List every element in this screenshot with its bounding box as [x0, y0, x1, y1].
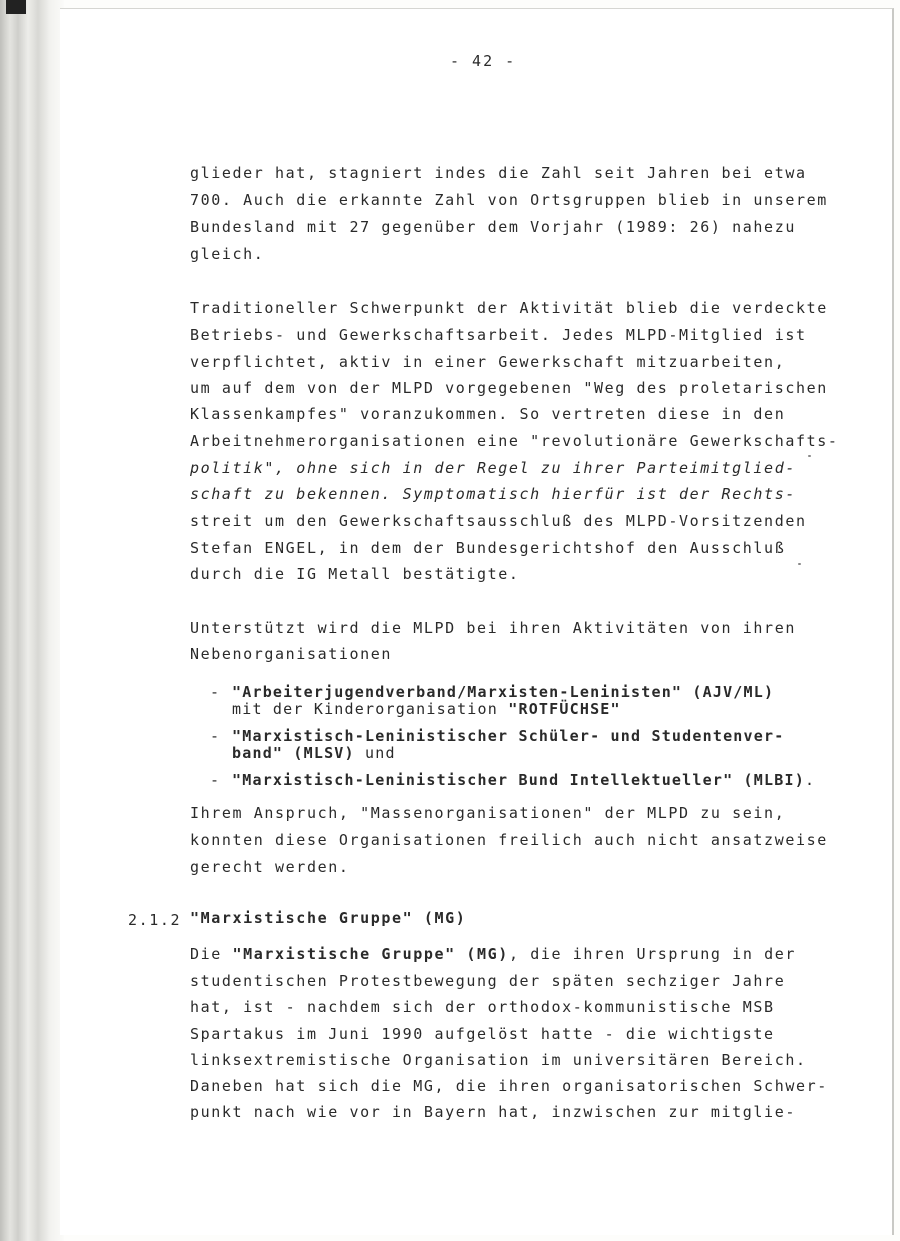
paragraph-line: politik", ohne sich in der Regel zu ihrer Parteimitglied- — [190, 459, 796, 477]
paragraph-line: hat, ist - nachdem sich der orthodox-kommunistische MSB — [190, 998, 775, 1016]
book-binding-edge — [0, 0, 64, 1241]
paragraph-line: Nebenorganisationen — [190, 645, 392, 663]
bullet-item-ajv-line2 — [232, 700, 621, 718]
paragraph-line: Daneben hat sich die MG, die ihren organisatorischen Schwer- — [190, 1077, 828, 1095]
paragraph-line: gleich. — [190, 245, 265, 263]
paragraph-line: Spartakus im Juni 1990 aufgelöst hatte - die wichtigste — [190, 1025, 775, 1043]
paragraph-line: gerecht werden. — [190, 858, 350, 876]
paragraph-line: Klassenkampfes" voranzukommen. So vertreten diese in den — [190, 405, 786, 423]
paragraph-line: verpflichtet, aktiv in einer Gewerkschaft mitzuarbeiten, — [190, 353, 786, 371]
paragraph-text: , die ihren Ursprung in der — [508, 945, 796, 963]
paragraph-line: durch die IG Metall bestätigte. — [190, 565, 520, 583]
paragraph-line: studentischen Protestbewegung der späten sechziger Jahre — [190, 972, 786, 990]
binding-mark — [6, 0, 26, 14]
paragraph-line: glieder hat, stagniert indes die Zahl seit Jahren bei etwa — [190, 164, 807, 182]
bullet-text: und — [354, 744, 396, 762]
bullet-item-ajv: "Arbeiterjugendverband/Marxisten-Leninisten" (AJV/ML) — [232, 683, 775, 701]
paragraph-line: schaft zu bekennen. Symptomatisch hierfür ist der Rechts- — [190, 485, 796, 503]
bullet-dash: - — [210, 727, 220, 745]
bullet-item-mlsv-line2 — [232, 744, 396, 762]
paragraph-text: Die — [190, 945, 233, 963]
bullet-text-bold: band" (MLSV) — [232, 744, 355, 762]
page-number: - 42 - — [450, 52, 517, 70]
paragraph-line: streit um den Gewerkschaftsausschluß des MLPD-Vorsitzenden — [190, 512, 807, 530]
paragraph-line: Bundesland mit 27 gegenüber dem Vorjahr (1989: 26) nahezu — [190, 218, 796, 236]
bullet-text: mit der Kinderorganisation — [232, 700, 509, 718]
paragraph-line: Ihrem Anspruch, "Massenorganisationen" der MLPD zu sein, — [190, 804, 786, 822]
bullet-dash: - — [210, 683, 220, 701]
paragraph-line: Betriebs- und Gewerkschaftsarbeit. Jedes MLPD-Mitglied ist — [190, 326, 807, 344]
bullet-item-mlbi — [232, 771, 815, 789]
bullet-text-bold: "ROTFÜCHSE" — [508, 700, 621, 718]
paragraph-text-bold: "Marxistische Gruppe" (MG) — [232, 945, 509, 963]
paragraph-line: Traditioneller Schwerpunkt der Aktivität blieb die verdeckte — [190, 299, 828, 317]
paragraph-line: um auf dem von der MLPD vorgegebenen "Weg des proletarischen — [190, 379, 828, 397]
paragraph-line: Stefan ENGEL, in dem der Bundesgerichtshof den Ausschluß — [190, 539, 786, 557]
paragraph-line: 700. Auch die erkannte Zahl von Ortsgruppen blieb in unserem — [190, 191, 828, 209]
paragraph-line: konnten diese Organisationen freilich auch nicht ansatzweise — [190, 831, 828, 849]
paragraph-line: punkt nach wie vor in Bayern hat, inzwischen zur mitglie- — [190, 1103, 796, 1121]
section-number: 2.1.2 — [128, 911, 182, 929]
paragraph-line — [190, 947, 796, 962]
bullet-text-bold: "Marxistisch-Leninistischer Bund Intellektueller" (MLBI) — [232, 771, 805, 789]
scan-speck — [798, 563, 801, 565]
paragraph-line: linksextremistische Organisation im universitären Bereich. — [190, 1051, 807, 1069]
bullet-text: . — [804, 771, 816, 789]
paragraph-line: Unterstützt wird die MLPD bei ihren Aktivitäten von ihren — [190, 619, 796, 637]
scan-speck — [808, 455, 811, 457]
paragraph-line: Arbeitnehmerorganisationen eine "revolutionäre Gewerkschafts- — [190, 432, 839, 450]
section-title: "Marxistische Gruppe" (MG) — [190, 909, 467, 927]
bullet-item-mlsv: "Marxistisch-Leninistischer Schüler- und Studentenver- — [232, 727, 785, 745]
bullet-dash: - — [210, 771, 220, 789]
